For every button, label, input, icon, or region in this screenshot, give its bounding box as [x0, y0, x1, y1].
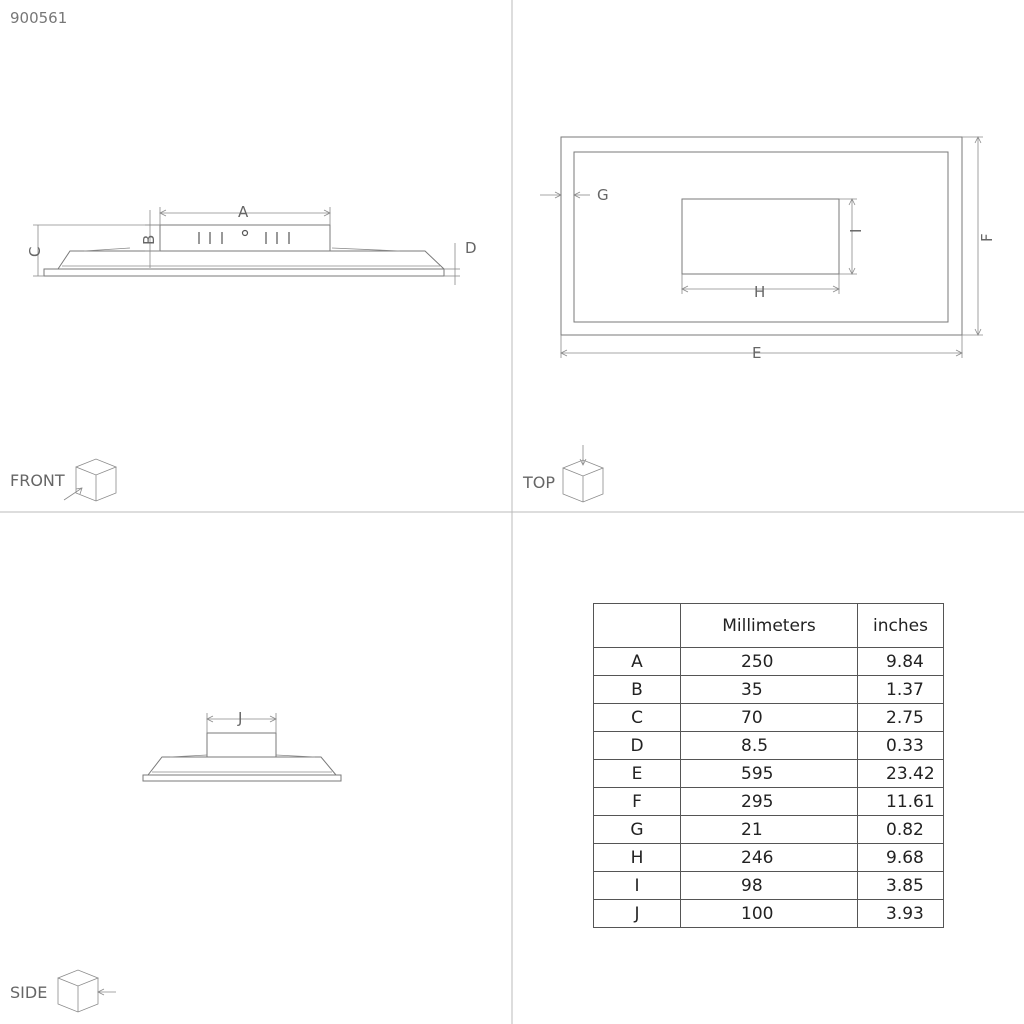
- dim-letter-cell: D: [594, 732, 681, 760]
- dim-letter-cell: B: [594, 676, 681, 704]
- table-row: [594, 676, 944, 704]
- mm-value-cell: 250: [681, 648, 858, 676]
- dim-letter-cell: E: [594, 760, 681, 788]
- mm-value-cell: 21: [681, 816, 858, 844]
- dim-label-b: B: [140, 234, 158, 245]
- inch-value-cell: 3.85: [858, 872, 944, 900]
- table-row: [594, 648, 944, 676]
- dim-label-c: C: [26, 246, 44, 257]
- table-body: [594, 648, 944, 928]
- product-code: 900561: [10, 9, 68, 27]
- table-row: [594, 844, 944, 872]
- table-row: [594, 788, 944, 816]
- table-header-cell: Millimeters: [681, 604, 858, 648]
- dim-label-d: D: [465, 239, 477, 257]
- table-row: [594, 872, 944, 900]
- front-view: [10, 203, 477, 501]
- table-row: [594, 732, 944, 760]
- table-row: [594, 760, 944, 788]
- table-row: [594, 816, 944, 844]
- inch-value-cell: 3.93: [858, 900, 944, 928]
- dim-label-a: A: [238, 203, 249, 221]
- mm-value-cell: 70: [681, 704, 858, 732]
- dim-letter-cell: A: [594, 648, 681, 676]
- table-header-cell: inches: [858, 604, 944, 648]
- inch-value-cell: 9.68: [858, 844, 944, 872]
- inch-value-cell: 23.42: [858, 760, 944, 788]
- inch-value-cell: 0.82: [858, 816, 944, 844]
- table-row: [594, 704, 944, 732]
- dim-letter-cell: H: [594, 844, 681, 872]
- top-cube-icon: [563, 445, 603, 502]
- inch-value-cell: 0.33: [858, 732, 944, 760]
- mm-value-cell: 8.5: [681, 732, 858, 760]
- top-view-label: TOP: [523, 473, 556, 492]
- dim-letter-cell: G: [594, 816, 681, 844]
- dim-letter-cell: F: [594, 788, 681, 816]
- dim-letter-cell: J: [594, 900, 681, 928]
- side-cube-icon: [58, 970, 116, 1012]
- table-row: [594, 900, 944, 928]
- table-header-row: [594, 604, 944, 648]
- dim-label-e: E: [752, 344, 762, 362]
- inch-value-cell: 9.84: [858, 648, 944, 676]
- dim-label-f: F: [978, 233, 996, 242]
- inch-value-cell: 11.61: [858, 788, 944, 816]
- mm-value-cell: 98: [681, 872, 858, 900]
- dim-label-g: G: [597, 186, 609, 204]
- mm-value-cell: 246: [681, 844, 858, 872]
- dim-label-h: H: [754, 283, 766, 301]
- dim-label-j: J: [238, 709, 243, 727]
- mm-value-cell: 295: [681, 788, 858, 816]
- dim-letter-cell: I: [594, 872, 681, 900]
- inch-value-cell: 1.37: [858, 676, 944, 704]
- table-header-cell: [594, 604, 681, 648]
- top-view: [522, 137, 996, 502]
- dimensions-table: [593, 603, 944, 928]
- front-view-label: FRONT: [10, 471, 65, 490]
- inch-value-cell: 2.75: [858, 704, 944, 732]
- side-view: [10, 709, 341, 1012]
- mm-value-cell: 595: [681, 760, 858, 788]
- dim-letter-cell: C: [594, 704, 681, 732]
- mm-value-cell: 100: [681, 900, 858, 928]
- dim-label-i: I: [847, 228, 865, 233]
- side-view-label: SIDE: [10, 983, 48, 1002]
- mm-value-cell: 35: [681, 676, 858, 704]
- front-cube-icon: [64, 459, 116, 501]
